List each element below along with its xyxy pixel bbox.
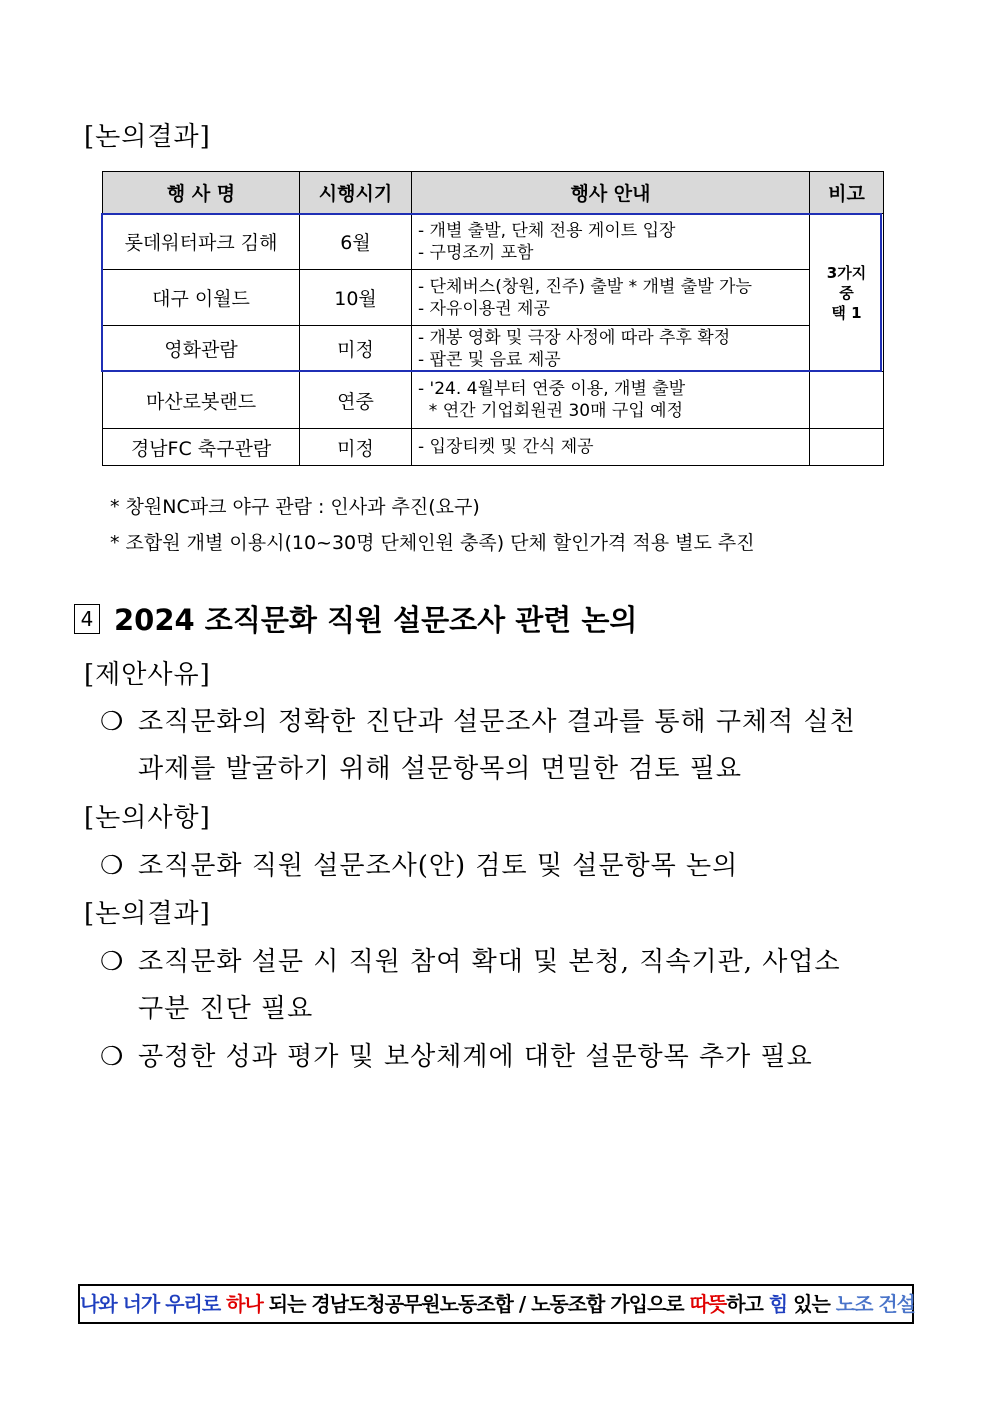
event-period: 10월 [300, 270, 412, 326]
section-number: 4 [74, 604, 100, 634]
slogan-part: 힘 [768, 1292, 788, 1316]
guide-line: - 구명조끼 포함 [418, 242, 534, 263]
header-remark: 비고 [810, 172, 884, 214]
guide-line: - 개별 출발, 단체 전용 게이트 입장 [418, 220, 676, 241]
guide-line: - 단체버스(창원, 진주) 출발 * 개별 출발 가능 [418, 276, 752, 297]
event-guide [412, 214, 810, 270]
bullet-icon: ❍ [100, 947, 125, 977]
results-line: 조직문화 설문 시 직원 참여 확대 및 본청, 직속기관, 사업소 [138, 947, 841, 977]
table-row [103, 429, 884, 466]
results-line-cont: 구분 진단 필요 [138, 994, 314, 1024]
remark-line: 3가지 [826, 263, 867, 282]
guide-line: - 개봉 영화 및 극장 사정에 따라 추후 확정 [418, 327, 731, 348]
header-guide: 행사 안내 [412, 172, 810, 214]
proposal-line: 조직문화의 정확한 진단과 설문조사 결과를 통해 구체적 실천 [138, 707, 856, 737]
guide-line: - 자유이용권 제공 [418, 298, 550, 319]
slogan-part: 따뜻 [689, 1292, 727, 1316]
section-heading [74, 598, 637, 639]
table-row [103, 372, 884, 429]
event-name: 마산로봇랜드 [103, 372, 300, 429]
proposal-line-cont: 과제를 발굴하기 위해 설문항목의 면밀한 검토 필요 [138, 754, 743, 784]
results-heading: [논의결과] [84, 899, 211, 929]
event-period: 연중 [300, 372, 412, 429]
bullet-icon: ❍ [100, 707, 125, 737]
result-heading-top: [논의결과] [84, 122, 211, 152]
discussion-heading: [논의사항] [84, 803, 211, 833]
remark-cell [810, 214, 884, 372]
slogan-part: 하고 [726, 1292, 769, 1316]
note-line: * 조합원 개별 이용시(10~30명 단체인원 충족) 단체 할인가격 적용 별도 추진 [110, 532, 755, 554]
results-item [100, 1036, 813, 1073]
table-row [103, 326, 884, 372]
slogan-part: 있는 [787, 1292, 836, 1316]
remark-line: 중 [839, 283, 854, 302]
event-period: 6월 [300, 214, 412, 270]
section-title: 2024 조직문화 직원 설문조사 관련 논의 [114, 603, 638, 637]
slogan-part: 되는 경남도청공무원노동조합 / 노동조합 가입으로 [262, 1292, 690, 1316]
discussion-line: 조직문화 직원 설문조사(안) 검토 및 설문항목 논의 [138, 851, 739, 881]
event-period: 미정 [300, 326, 412, 372]
slogan-part: 하나 [226, 1292, 263, 1316]
header-event-name: 행 사 명 [103, 172, 300, 214]
guide-line: - '24. 4월부터 연중 이용, 개별 출발 [418, 379, 686, 399]
bullet-icon: ❍ [100, 851, 125, 881]
event-guide [412, 372, 810, 429]
proposal-item [100, 701, 856, 738]
event-name: 경남FC 축구관람 [103, 429, 300, 466]
remark-empty [810, 372, 884, 429]
event-name: 롯데워터파크 김해 [103, 214, 300, 270]
remark-empty [810, 429, 884, 466]
guide-line: - 팝콘 및 음료 제공 [418, 349, 561, 370]
footer-slogan [78, 1284, 914, 1324]
guide-line: * 연간 기업회원권 30매 구입 예정 [418, 401, 684, 421]
note-line: * 창원NC파크 야구 관람 : 인사과 추진(요구) [110, 496, 480, 518]
results-line: 공정한 성과 평가 및 보상체계에 대한 설문항목 추가 필요 [138, 1042, 813, 1072]
discussion-item [100, 845, 738, 882]
event-period: 미정 [300, 429, 412, 466]
table-header-row [103, 172, 884, 214]
event-name: 대구 이월드 [103, 270, 300, 326]
event-guide [412, 270, 810, 326]
results-item [100, 941, 841, 978]
events-table [102, 171, 884, 466]
bullet-icon: ❍ [100, 1042, 125, 1072]
guide-line: - 입장티켓 및 간식 제공 [418, 437, 594, 457]
event-guide [412, 326, 810, 372]
event-name: 영화관람 [103, 326, 300, 372]
slogan-part: 나와 너가 우리로 [80, 1292, 227, 1316]
proposal-heading: [제안사유] [84, 660, 211, 690]
header-period: 시행시기 [300, 172, 412, 214]
remark-line: 택 1 [831, 303, 862, 322]
table-row [103, 214, 884, 270]
slogan-part: 노조 건설 [835, 1292, 915, 1316]
table-row [103, 270, 884, 326]
event-guide [412, 429, 810, 466]
